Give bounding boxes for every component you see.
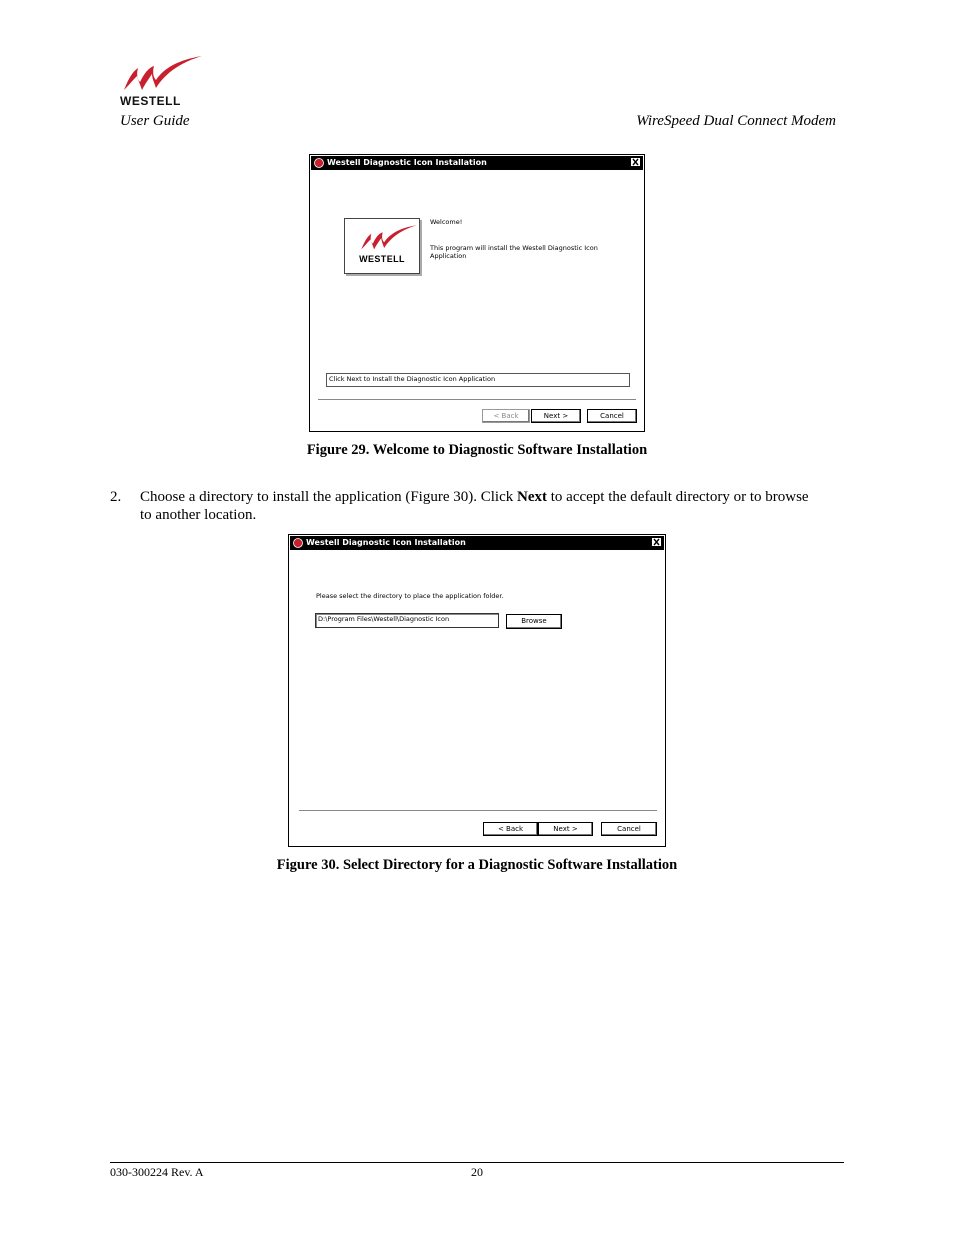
step2-line2: to another location.	[140, 507, 257, 523]
step2-number: 2.	[110, 489, 122, 505]
cancel-button[interactable]: Cancel	[601, 822, 657, 836]
browse-button[interactable]: Browse	[506, 614, 562, 629]
figure29-caption: Figure 29. Welcome to Diagnostic Software Installation	[306, 442, 648, 458]
close-icon	[652, 538, 661, 546]
installer-app-icon	[293, 538, 303, 548]
next-button[interactable]: Next >	[531, 409, 581, 423]
welcome-description-line2: Application	[430, 252, 467, 260]
step2-line1	[140, 488, 809, 506]
header-left: User Guide	[120, 113, 190, 129]
logo-box-wordmark: WESTELL	[359, 254, 405, 264]
footer-page-number: 20	[471, 1165, 483, 1179]
close-button[interactable]	[651, 537, 662, 547]
westell-logo-box	[344, 218, 420, 274]
next-button[interactable]: Next >	[538, 822, 593, 836]
select-directory-dialog	[288, 534, 666, 847]
westell-swoosh-icon	[357, 223, 417, 253]
welcome-heading: Welcome!	[430, 218, 463, 226]
back-button[interactable]: < Back	[483, 822, 538, 836]
status-text-box: Click Next to Install the Diagnostic Icon Application	[326, 373, 630, 387]
dialog-title: Westell Diagnostic Icon Installation	[306, 538, 466, 547]
cancel-button[interactable]: Cancel	[587, 409, 637, 423]
directory-path-input[interactable]: D:\Program Files\Westell\Diagnostic Icon	[315, 613, 499, 628]
dialog-titlebar	[311, 156, 643, 170]
welcome-description-line1: This program will install the Westell Diagnostic Icon	[430, 244, 598, 252]
header-right: WireSpeed Dual Connect Modem	[636, 113, 836, 129]
figure30-caption: Figure 30. Select Directory for a Diagnostic Software Installation	[276, 857, 678, 873]
directory-prompt: Please select the directory to place the application folder.	[316, 592, 504, 600]
dialog-title: Westell Diagnostic Icon Installation	[327, 158, 487, 167]
step2-text-after: to accept the default directory or to browse	[547, 489, 809, 505]
footer-rule	[110, 1162, 844, 1163]
close-button[interactable]	[630, 157, 641, 167]
westell-swoosh-icon	[118, 54, 202, 94]
westell-logo	[118, 54, 202, 108]
step2-bold: Next	[517, 489, 547, 505]
installer-app-icon	[314, 158, 324, 168]
dialog-separator	[299, 810, 657, 812]
step2-text-before: Choose a directory to install the application (Figure 30). Click	[140, 489, 517, 505]
dialog-separator	[318, 399, 636, 401]
welcome-dialog	[309, 154, 645, 432]
dialog-titlebar	[290, 536, 664, 550]
footer-doc-number: 030-300224 Rev. A	[110, 1165, 204, 1179]
logo-wordmark: WESTELL	[120, 94, 181, 108]
close-icon	[631, 158, 640, 166]
back-button[interactable]: < Back	[482, 409, 530, 423]
